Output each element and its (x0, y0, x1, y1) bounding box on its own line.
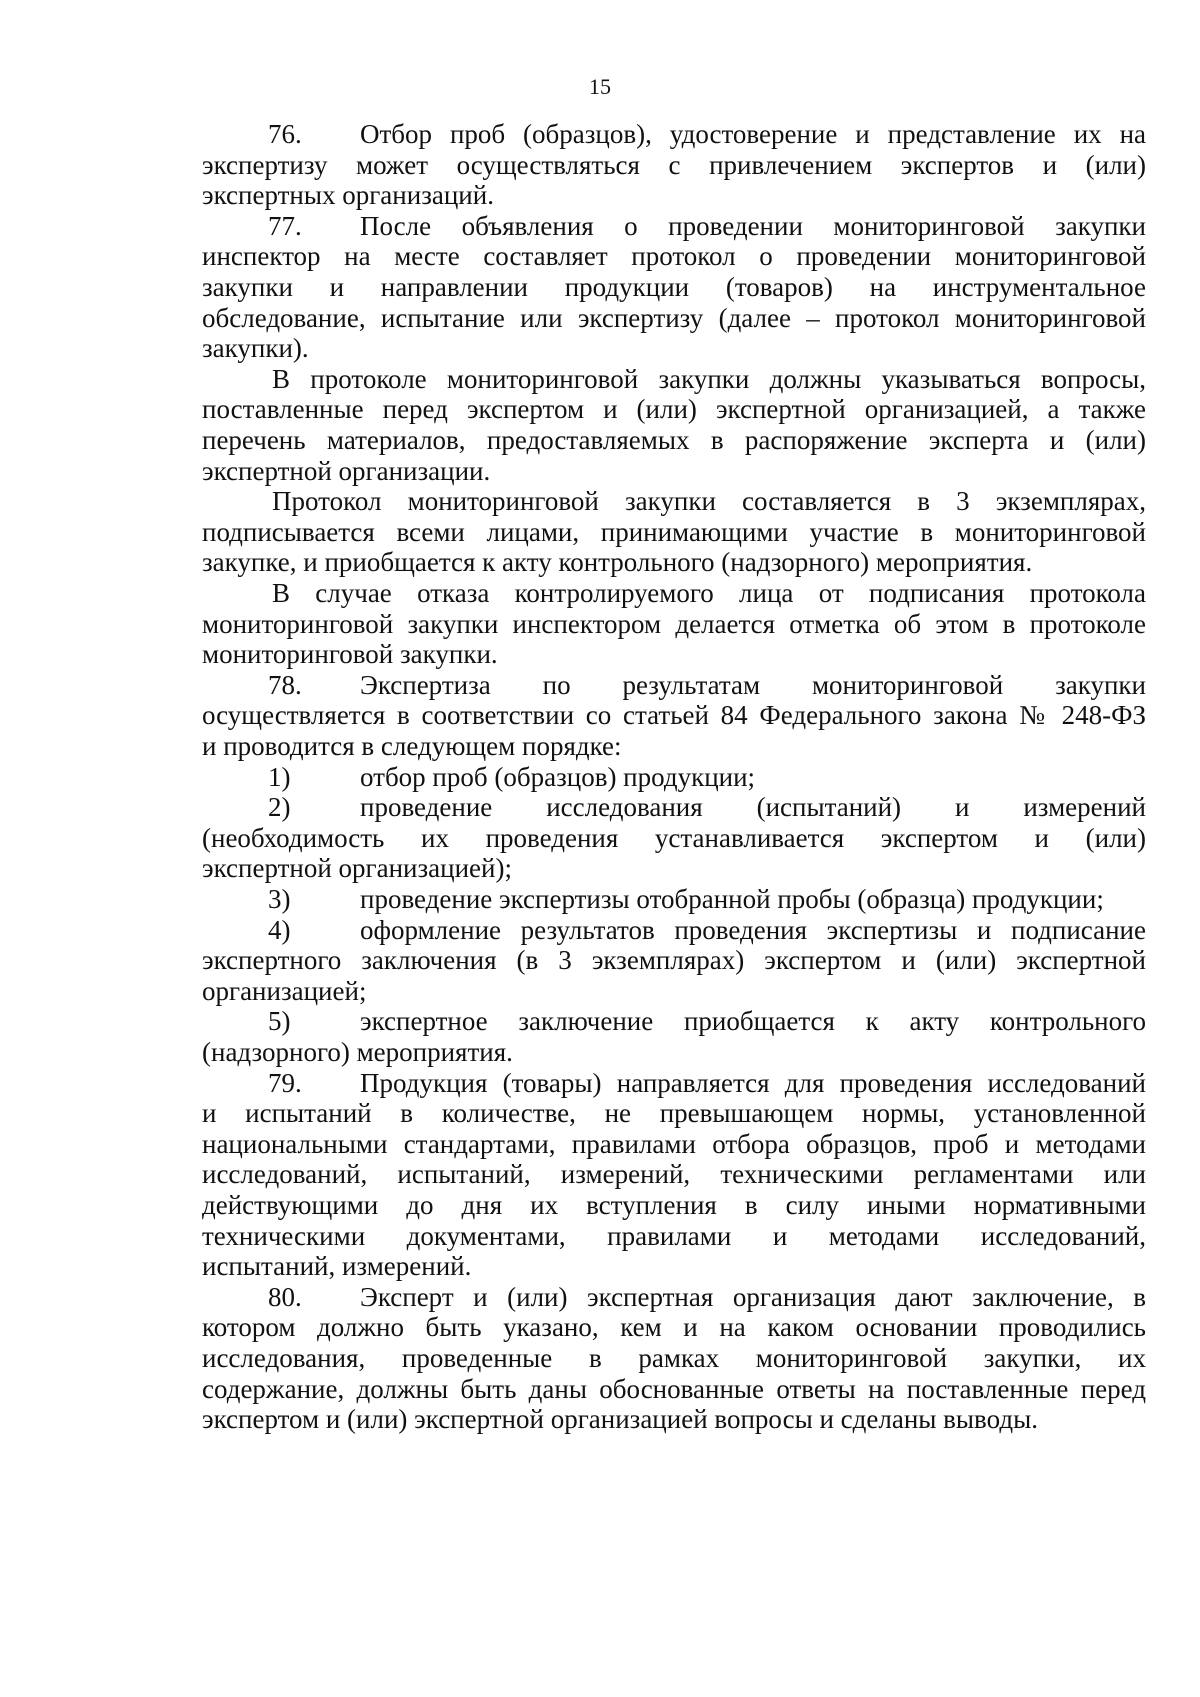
text-line (268, 210, 1146, 242)
item-text: Отбор проб (образцов), удостоверение и представление их на (360, 119, 1146, 149)
item-number: 5) (268, 1006, 291, 1036)
text-line: обследование, испытание или экспертизу (далее – протокол мониторинговой (202, 303, 1146, 333)
text-line: закупки). (202, 333, 309, 363)
item-number: 77. (268, 211, 302, 241)
item-number: 2) (268, 792, 291, 822)
item-number: 76. (268, 119, 302, 149)
text-line: экспертной организации. (202, 456, 491, 486)
text-line (268, 791, 1146, 823)
text-line: экспертизу может осуществляться с привлечением экспертов и (или) (202, 150, 1146, 180)
text-line: экспертных организаций. (202, 180, 494, 210)
text-line (268, 1281, 1146, 1313)
text-line: В случае отказа контролируемого лица от подписания протокола (272, 578, 1146, 608)
item-text: Экспертиза по результатам мониторинговой закупки (360, 670, 1146, 700)
item-text: оформление результатов проведения экспертизы и подписание (360, 915, 1146, 945)
text-line: организацией; (202, 976, 367, 1006)
text-line: исследования, проведенные в рамках мониторинговой закупки, их (202, 1343, 1146, 1373)
item-text: проведение исследования (испытаний) и измерений (360, 792, 1146, 822)
item-number: 80. (268, 1282, 302, 1312)
text-line: экспертной организацией); (202, 853, 512, 883)
text-line (268, 1067, 1146, 1099)
text-line: и испытаний в количестве, не превышающем нормы, установленной (202, 1098, 1146, 1128)
item-number: 79. (268, 1068, 302, 1098)
text-line: экспертом и (или) экспертной организацией вопросы и сделаны выводы. (202, 1404, 1038, 1434)
text-line: мониторинговой закупки. (202, 639, 498, 669)
text-line: котором должно быть указано, кем и на каком основании проводились (202, 1312, 1146, 1342)
text-line: содержание, должны быть даны обоснованные ответы на поставленные перед (202, 1374, 1146, 1404)
text-line: (необходимость их проведения устанавливается экспертом и (или) (202, 823, 1146, 853)
item-text: проведение экспертизы отобранной пробы (образца) продукции; (360, 884, 1104, 914)
text-line (268, 669, 1146, 701)
item-number: 4) (268, 915, 291, 945)
text-line: закупки и направлении продукции (товаров) на инструментальное (202, 272, 1146, 302)
text-line: перечень материалов, предоставляемых в распоряжение эксперта и (или) (202, 425, 1146, 455)
text-line: действующими до дня их вступления в силу иными нормативными (202, 1190, 1146, 1220)
text-line: подписывается всеми лицами, принимающими участие в мониторинговой (202, 517, 1146, 547)
item-text: экспертное заключение приобщается к акту контрольного (360, 1006, 1146, 1036)
text-line: Протокол мониторинговой закупки составляется в 3 экземплярах, (272, 486, 1146, 516)
text-line: техническими документами, правилами и методами исследований, (202, 1221, 1146, 1251)
text-line (268, 914, 1146, 946)
text-line (268, 761, 1146, 793)
text-line: национальными стандартами, правилами отбора образцов, проб и методами (202, 1129, 1146, 1159)
text-line (268, 883, 1146, 915)
text-line: инспектор на месте составляет протокол о проведении мониторинговой (202, 241, 1146, 271)
text-line: экспертного заключения (в 3 экземплярах) экспертом и (или) экспертной (202, 945, 1146, 975)
item-number: 78. (268, 670, 302, 700)
item-text: Продукция (товары) направляется для проведения исследований (360, 1068, 1146, 1098)
text-line: испытаний, измерений. (202, 1251, 472, 1281)
text-line: мониторинговой закупки инспектором делается отметка об этом в протоколе (202, 609, 1146, 639)
page-number: 15 (589, 74, 611, 99)
text-line: поставленные перед экспертом и (или) экспертной организацией, а также (202, 394, 1146, 424)
text-line: закупке, и приобщается к акту контрольного (надзорного) мероприятия. (202, 547, 1033, 577)
text-line: и проводится в следующем порядке: (202, 731, 622, 761)
item-number: 1) (268, 762, 291, 792)
text-line: осуществляется в соответствии со статьей 84 Федерального закона № 248-ФЗ (202, 700, 1146, 730)
text-line: (надзорного) мероприятия. (202, 1037, 513, 1067)
text-line: исследований, испытаний, измерений, техническими регламентами или (202, 1159, 1146, 1189)
item-text: Эксперт и (или) экспертная организация дают заключение, в (360, 1282, 1146, 1312)
item-text: отбор проб (образцов) продукции; (360, 762, 756, 792)
text-line: В протоколе мониторинговой закупки должны указываться вопросы, (272, 364, 1146, 394)
text-line (268, 118, 1146, 150)
item-number: 3) (268, 884, 291, 914)
item-text: После объявления о проведении мониторинговой закупки (360, 211, 1146, 241)
text-line (268, 1005, 1146, 1037)
